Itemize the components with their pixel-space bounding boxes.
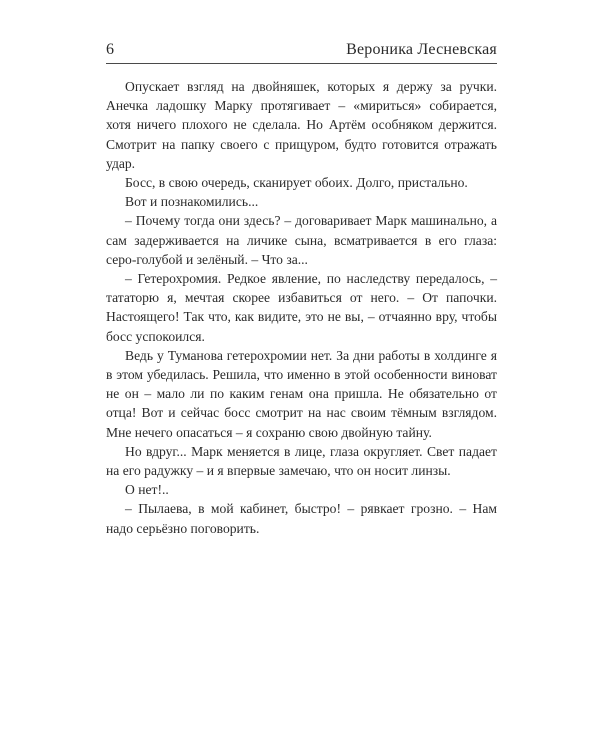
paragraph: Босс, в свою очередь, сканирует обоих. Долго, пристально. xyxy=(125,175,468,191)
paragraph: Ведь у Туманова гетерохромии нет. За дни работы в холдинге я в этом убедилась. Решила, что именно в этой особенности виноват не он – мало ли по каким генам она пришла. Не обязательно от отца! Вот и сейчас босс смотрит на нас своим тёмным взглядом. Мне нечего опасаться – я сохраню свою двойную тайну. xyxy=(106,347,497,440)
paragraph: Но вдруг... Марк меняется в лице, глаза округляет. Свет падает на его радужку – и я впервые замечаю, что он носит линзы. xyxy=(106,443,497,479)
header-divider xyxy=(106,63,497,64)
author-name: Вероника Лесневская xyxy=(346,41,497,58)
body-text xyxy=(106,77,497,538)
paragraph: – Гетерохромия. Редкое явление, по наследству передалось, – тататорю я, мечтая скорее избавиться от него. – От папочки. Настоящего! Так что, как видите, это не вы, – отчаянно вру, чтобы босс успокоился. xyxy=(106,271,497,344)
running-head xyxy=(106,40,497,64)
paragraph: О нет!.. xyxy=(125,482,169,498)
paragraph: – Почему тогда они здесь? – договаривает Марк машинально, а сам задерживается на личике сына, всматривается в его глаза: серо-голубой и зелёный. – Что за... xyxy=(106,213,497,267)
paragraph: – Пылаева, в мой кабинет, быстро! – рявкает грозно. – Нам надо серьёзно поговорить. xyxy=(106,501,497,536)
paragraph: Вот и познакомились... xyxy=(125,194,259,210)
paragraph: Опускает взгляд на двойняшек, которых я держу за ручки. Анечка ладошку Марку протягивает – «мириться» собирается, хотя ничего плохого не сделала. Но Артём особняком держится. Смотрит на папку своего с прищуром, будто готовится отражать удар. xyxy=(106,79,497,171)
page-number: 6 xyxy=(106,41,114,58)
